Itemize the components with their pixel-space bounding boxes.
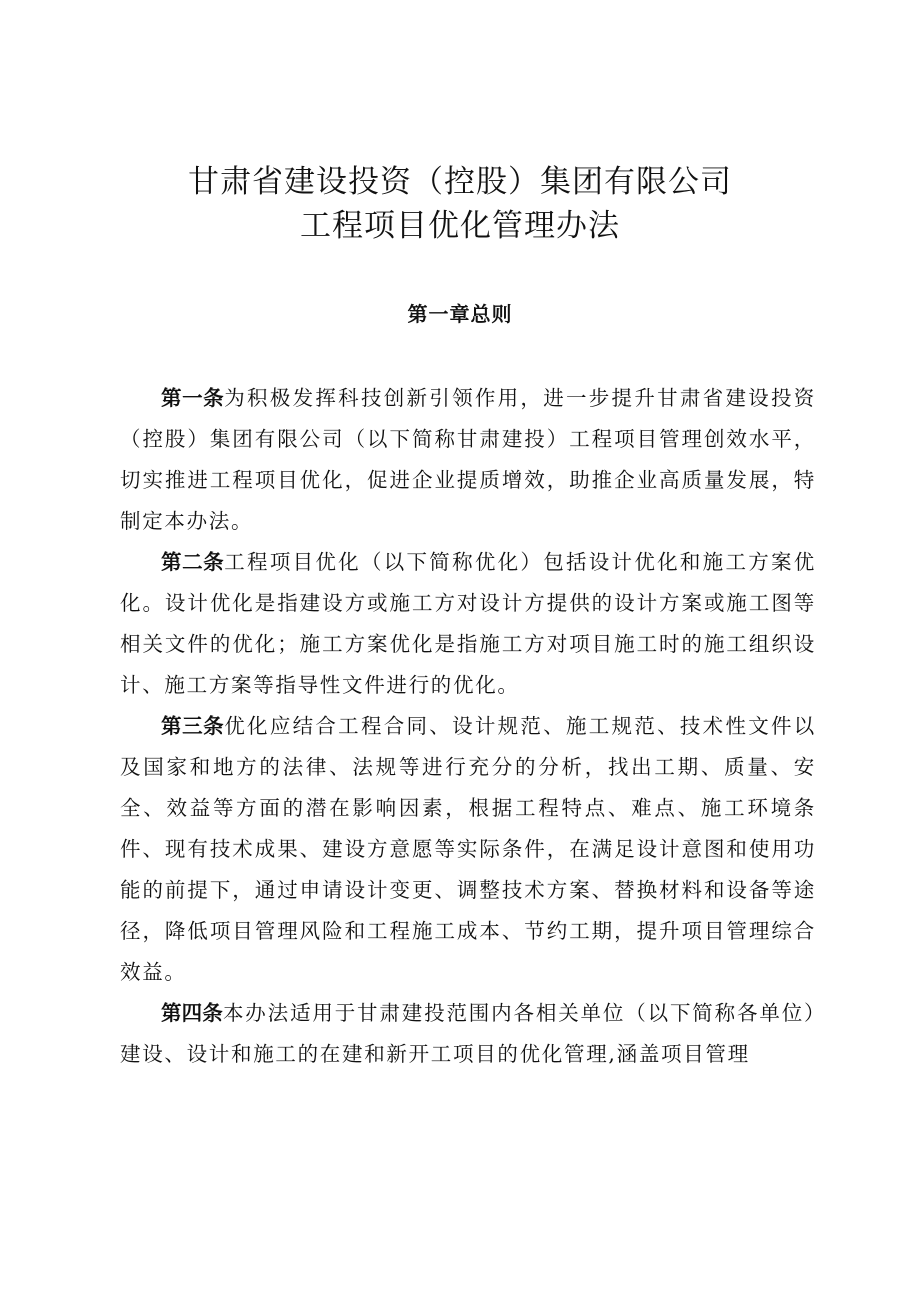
article-4-label: 第四条	[161, 1001, 223, 1025]
article-4-text: 本办法适用于甘肃建投范围内各相关单位（以下简称各单位）建设、设计和施工的在建和新开工项目的优化管理,涵盖项目管理	[120, 1001, 816, 1066]
article-3-label: 第三条	[161, 714, 225, 738]
article-1-text: 为积极发挥科技创新引领作用，进一步提升甘肃省建设投资（控股）集团有限公司（以下简称甘肃建投）工程项目管理创效水平，切实推进工程项目优化，促进企业提质增效，助推企业高质量发展，特制定本办法。	[120, 386, 816, 533]
document-body	[120, 378, 816, 1075]
title-line-1: 甘肃省建设投资（控股）集团有限公司	[188, 164, 732, 200]
document-title	[0, 160, 920, 248]
article-4	[120, 993, 816, 1075]
chapter-heading: 第一章总则	[407, 302, 513, 326]
title-line-2: 工程项目优化管理办法	[300, 208, 620, 244]
article-1-label: 第一条	[161, 386, 225, 410]
article-2-text: 工程项目优化（以下简称优化）包括设计优化和施工方案优化。设计优化是指建设方或施工方对设计方提供的设计方案或施工图等相关文件的优化；施工方案优化是指施工方对项目施工时的施工组织设计、施工方案等指导性文件进行的优化。	[120, 550, 816, 697]
article-3-text: 优化应结合工程合同、设计规范、施工规范、技术性文件以及国家和地方的法律、法规等进行充分的分析，找出工期、质量、安全、效益等方面的潜在影响因素，根据工程特点、难点、施工环境条件、现有技术成果、建设方意愿等实际条件，在满足设计意图和使用功能的前提下，通过申请设计变更、调整技术方案、替换材料和设备等途径，降低项目管理风险和工程施工成本、节约工期，提升项目管理综合效益。	[120, 714, 816, 984]
article-1	[120, 378, 816, 542]
article-2-label: 第二条	[161, 550, 225, 574]
article-2	[120, 542, 816, 706]
article-3	[120, 706, 816, 993]
